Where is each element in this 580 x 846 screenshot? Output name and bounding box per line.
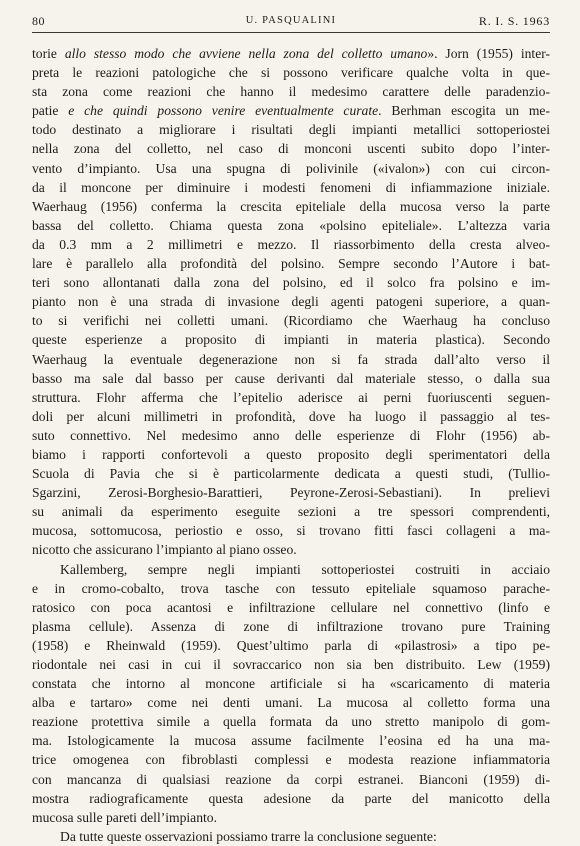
text-run: biamo i rapporti confortevoli a questo proposito degli sperimentatori della — [32, 446, 550, 462]
italic-text: allo stesso modo che avviene nella zona del colletto umano — [64, 46, 428, 61]
text-run: Waerhaug la eventuale degenerazione non si fa strada dall’alto verso il — [32, 351, 550, 367]
text-line — [32, 789, 550, 808]
text-line — [32, 655, 550, 674]
text-line — [32, 502, 550, 521]
text-line — [32, 770, 550, 789]
running-author: U. PASQUALINI — [245, 15, 337, 26]
text-line — [32, 101, 550, 120]
text-line — [32, 598, 550, 617]
text-run: da 0.3 mm a 2 millimetri e mezzo. Il riassorbimento della cresta alveo- — [32, 236, 550, 252]
text-run: riodontale nei casi in cui il sovraccarico non sia ben distribuito. Lew (1959) — [32, 657, 550, 672]
text-line — [32, 197, 550, 216]
text-line — [32, 82, 550, 101]
text-line — [32, 369, 550, 388]
text-run: struttura. Flohr afferma che l’epitelio aderisce ai perni fuoriuscenti seguen- — [32, 389, 550, 405]
text-line — [32, 292, 550, 311]
text-line — [32, 216, 550, 235]
text-run: mucosa, sottomucosa, periostio e osso, si trovano fitti fasci collageni a ma- — [32, 523, 550, 539]
text-run: lare è parallelo alla profondità del polsino. Sempre secondo l’Autore i bat- — [32, 256, 550, 272]
text-line — [32, 483, 550, 502]
text-run: mostra radiograficamente questa adesione da parte del manicotto della — [32, 790, 550, 806]
text-run: vento d’impianto. Usa una spugna di polivinile («ivalon») con cui circon- — [32, 160, 550, 176]
text-line — [32, 350, 550, 369]
body-text — [32, 44, 550, 846]
text-line — [32, 674, 550, 693]
text-run: queste esperienze a proposito di impianti in materia plastica). Secondo — [32, 332, 550, 348]
text-run: e in cromo-cobalto, trova tasche con tessuto epiteliale squamoso parache- — [32, 580, 550, 596]
text-line — [32, 560, 550, 579]
text-run: Scuola di Pavia che si è particolarmente dedicata a questi studi, (Tullio- — [32, 466, 550, 482]
text-line — [32, 388, 550, 407]
text-line — [32, 579, 550, 598]
text-line — [32, 235, 550, 254]
text-line — [32, 311, 550, 330]
text-run: alba e tartaro» come nei denti umani. La mucosa al colletto forma una — [32, 695, 550, 711]
text-run: Da tutte queste osservazioni possiamo trarre la conclusione seguente: — [60, 828, 437, 844]
text-run: pianto non è una strada di invasione degli agenti patogeni superiore, a quan- — [32, 294, 550, 310]
text-line — [32, 540, 550, 559]
text-line — [32, 808, 550, 827]
text-run: basso ma sale dal basso per cause derivanti dal materiale stesso, o dalla sua — [32, 370, 550, 386]
text-run: suto connettivo. Nel medesimo anno delle esperienze di Flohr (1956) ab- — [32, 427, 550, 443]
text-line — [32, 693, 550, 712]
journal-reference: R. I. S. 1963 — [478, 14, 550, 28]
text-run: da il moncone per diminuire i modesti fenomeni di infiammazione iniziale. — [32, 179, 550, 195]
running-header — [32, 14, 550, 32]
text-run: mucosa sulle pareti dell’impianto. — [32, 809, 217, 825]
text-line — [32, 63, 550, 82]
text-run: trice omogenea con fibroblasti complessi e modesta reazione infiammatoria — [32, 752, 550, 768]
text-run: patie — [32, 103, 69, 119]
text-run: todo destinato a migliorare i risultati degli impianti metallici sottoperiostei — [32, 122, 550, 138]
text-line — [32, 464, 550, 483]
text-line — [32, 330, 550, 349]
text-run: torie — [32, 46, 65, 61]
text-run: ratosico con poca acantosi e infiltrazione cellulare nel connettivo (linfo e — [32, 599, 550, 615]
text-run: ma. Istologicamente la mucosa assume facilmente l’eosina ed ha una ma- — [32, 733, 550, 749]
text-line — [32, 636, 550, 655]
page-number: 80 — [32, 14, 45, 28]
text-line — [32, 827, 550, 846]
text-run: Kallemberg, sempre negli impianti sottoperiostei costruiti in acciaio — [60, 561, 550, 577]
text-run: . Berhman escogita un me- — [378, 103, 550, 119]
italic-text: e che quindi possono venire eventualmente curate — [68, 103, 379, 119]
text-line — [32, 407, 550, 426]
text-run: con mancanza di qualsiasi reazione da corpi estranei. Bianconi (1959) di- — [32, 771, 550, 787]
text-line — [32, 44, 550, 63]
text-line — [32, 254, 550, 273]
text-run: constata che intorno al moncone artificiale si ha «scaricamento di materia — [32, 676, 550, 692]
text-run: doli per alcuni millimetri in profondità, dove ha luogo il passaggio al tes- — [32, 408, 550, 424]
text-line — [32, 426, 550, 445]
text-line — [32, 178, 550, 197]
text-line — [32, 712, 550, 731]
text-line — [32, 731, 550, 750]
text-line — [32, 445, 550, 464]
text-run: ». Jorn (1955) inter- — [427, 46, 551, 61]
text-run: su animali da esperimento eseguite sezioni a tre spessori comprendenti, — [32, 504, 550, 520]
text-run: nicotto che assicurano l’impianto al piano osseo. — [32, 542, 297, 558]
text-run: preta le reazioni patologiche che si possono verificare qualche volta in que- — [32, 65, 550, 81]
text-line — [32, 273, 550, 292]
text-run: sta zona come reazioni che hanno il medesimo carattere delle paradenzio- — [32, 84, 550, 100]
text-run: reazione protettiva simile a quella formata da uno stretto manipolo di gom- — [32, 714, 550, 730]
text-line — [32, 521, 550, 540]
text-run: plasma cellule). Assenza di zone di infiltrazione trovano pure Training — [32, 618, 550, 634]
text-run: Sgarzini, Zerosi-Borghesio-Barattieri, Peyrone-Zerosi-Sebastiani). In prelievi — [32, 485, 550, 501]
text-line — [32, 120, 550, 139]
text-run: nella zona del colletto, nel caso di monconi uscenti subito dopo l’inter- — [32, 141, 550, 157]
text-line — [32, 159, 550, 178]
text-run: Waerhaug (1956) conferma la crescita epiteliale della mucosa verso la parte — [32, 198, 550, 214]
text-run: to si verifichi nei colletti umani. (Ricordiamo che Waerhaug ha concluso — [32, 313, 550, 329]
text-run: teri sono allontanati dalla zona del polsino, ed il solco fra polsino e im- — [32, 275, 550, 291]
text-line — [32, 750, 550, 769]
text-run: bassa del colletto. Chiama questa zona «polsino epiteliale». L’altezza varia — [32, 217, 550, 233]
text-line — [32, 617, 550, 636]
text-line — [32, 139, 550, 158]
header-rule — [32, 32, 550, 33]
text-run: (1958) e Rheinwald (1959). Quest’ultimo parla di «pilastrosi» a tipo pe- — [32, 637, 550, 653]
